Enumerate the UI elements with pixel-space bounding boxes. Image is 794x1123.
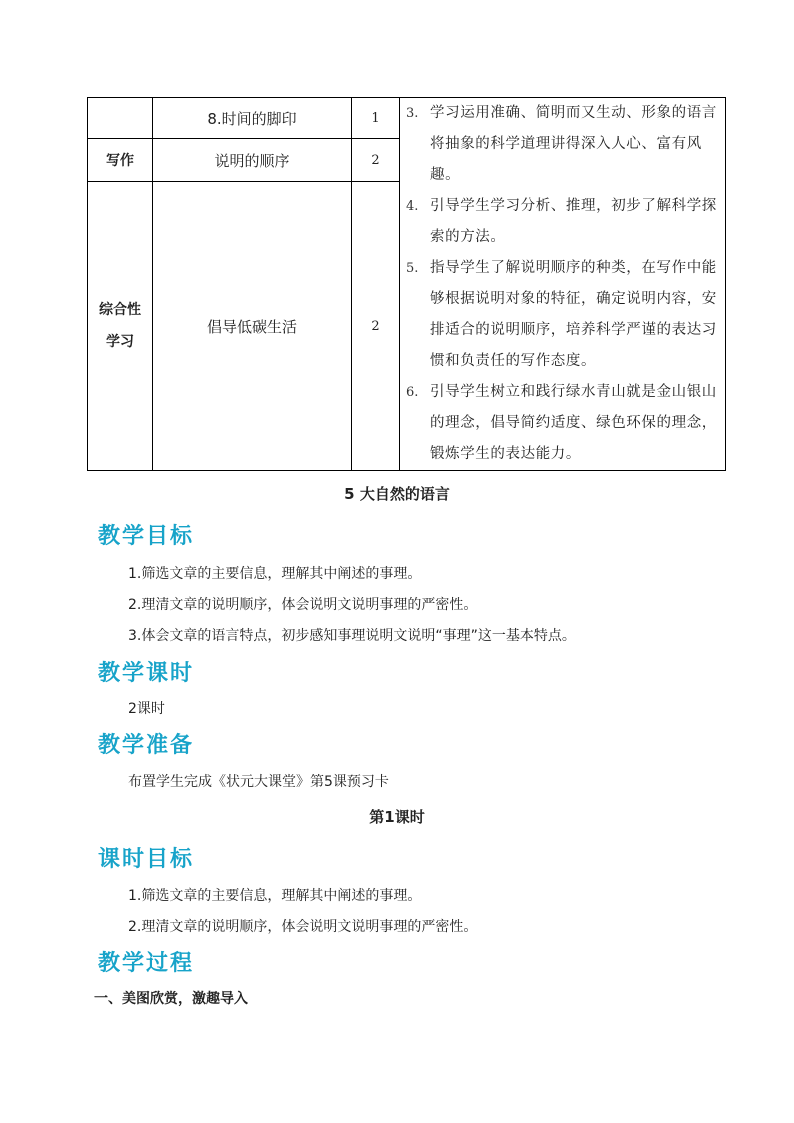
objective-item xyxy=(406,377,717,470)
objective-text: 指导学生了解说明顺序的种类，在写作中能够根据说明对象的特征，确定说明内容，安排适合的说明顺序，培养科学严谨的表达习惯和负责任的写作态度。 xyxy=(430,260,717,369)
hours-cell: 2 xyxy=(352,182,400,471)
objective-text: 引导学生树立和践行绿水青山就是金山银山的理念，倡导简约适度、绿色环保的理念，锻炼学生的表达能力。 xyxy=(430,384,717,462)
section-heading-goals: 教学目标 xyxy=(98,524,195,549)
prep-text: 布置学生完成《状元大课堂》第5课预习卡 xyxy=(128,774,389,790)
section-heading-hours: 教学课时 xyxy=(98,661,195,686)
hours-text: 2课时 xyxy=(128,701,165,717)
table-row xyxy=(88,98,726,139)
objective-number: 6. xyxy=(406,385,419,400)
objectives-cell xyxy=(400,98,726,471)
objective-item xyxy=(406,98,717,191)
objective-text: 引导学生学习分析、推理，初步了解科学探索的方法。 xyxy=(430,198,717,245)
objective-text: 学习运用准确、简明而又生动、形象的语言将抽象的科学道理讲得深入人心、富有风趣。 xyxy=(430,105,717,183)
category-cell xyxy=(88,98,153,139)
goal-item: 2.理清文章的说明顺序，体会说明文说明事理的严密性。 xyxy=(128,597,478,613)
hours-cell: 2 xyxy=(352,139,400,182)
objective-number: 3. xyxy=(406,106,419,121)
objective-number: 4. xyxy=(406,199,419,214)
goal-item: 1.筛选文章的主要信息，理解其中阐述的事理。 xyxy=(128,566,422,582)
period-goal-item: 2.理清文章的说明顺序，体会说明文说明事理的严密性。 xyxy=(128,919,478,935)
objective-item xyxy=(406,191,717,253)
period-goal-item: 1.筛选文章的主要信息，理解其中阐述的事理。 xyxy=(128,888,422,904)
category-line: 综合性 xyxy=(99,302,141,318)
section-heading-process: 教学过程 xyxy=(98,951,195,976)
category-line: 学习 xyxy=(106,334,134,350)
section-heading-period-goals: 课时目标 xyxy=(98,847,195,872)
topic-cell: 说明的顺序 xyxy=(153,139,352,182)
lesson-plan-table xyxy=(87,97,726,471)
objective-number: 5. xyxy=(406,261,419,276)
category-cell: 写作 xyxy=(88,139,153,182)
section-heading-prep: 教学准备 xyxy=(98,733,195,758)
lesson-title: 5 大自然的语言 xyxy=(344,485,450,503)
goal-item: 3.体会文章的语言特点，初步感知事理说明文说明“事理”这一基本特点。 xyxy=(128,628,576,644)
topic-cell: 倡导低碳生活 xyxy=(153,182,352,471)
topic-cell: 8.时间的脚印 xyxy=(153,98,352,139)
period-title: 第1课时 xyxy=(369,808,425,826)
hours-cell: 1 xyxy=(352,98,400,139)
objective-item xyxy=(406,253,717,377)
category-cell xyxy=(88,182,153,471)
process-step-heading: 一、美图欣赏，激趣导入 xyxy=(94,991,248,1007)
